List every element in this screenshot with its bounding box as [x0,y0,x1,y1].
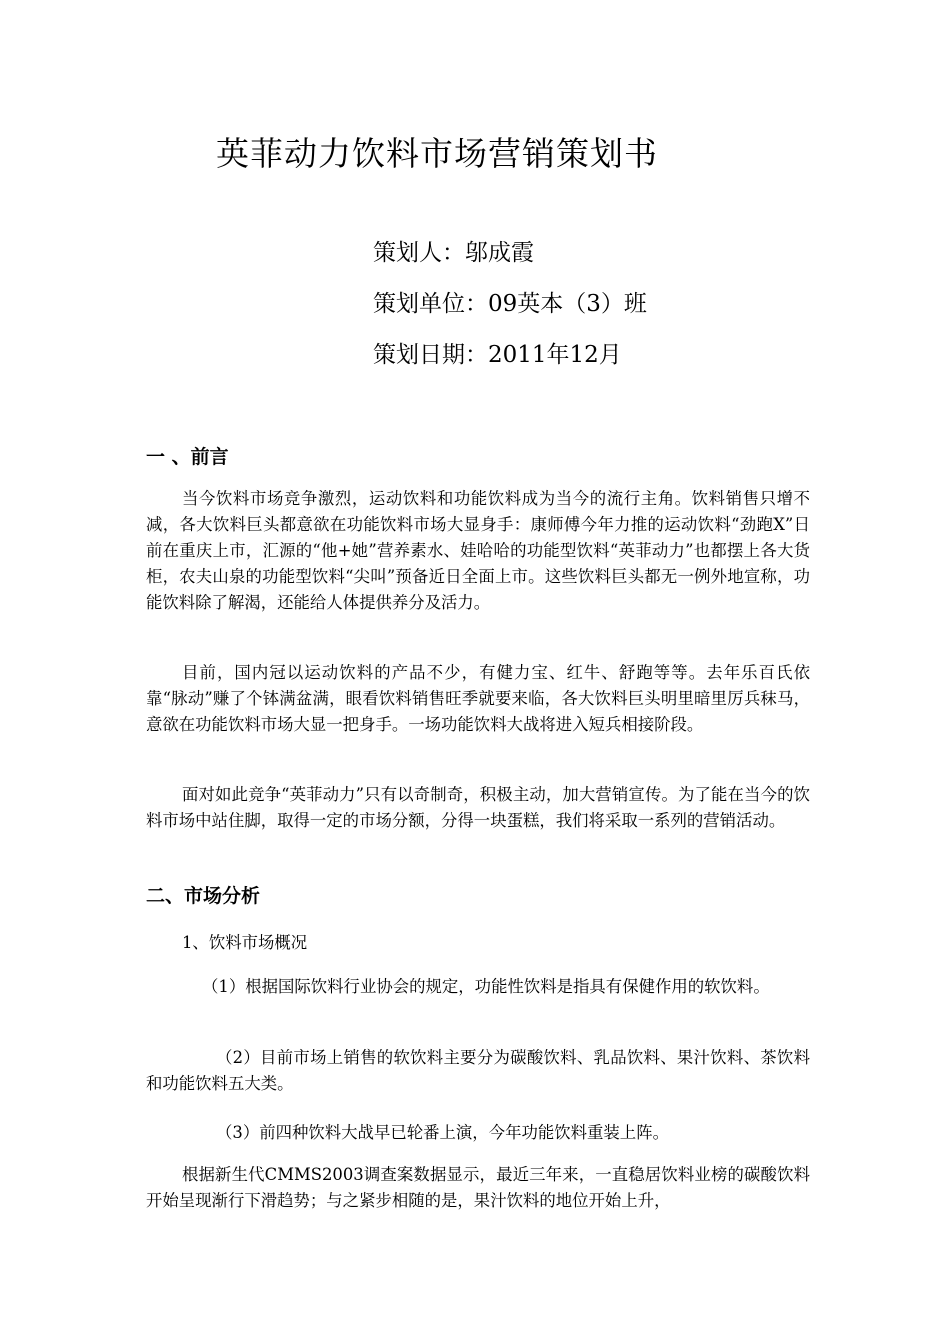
market-list-item: （3）前四种饮料大战早已轮番上演，今年功能饮料重装上阵。 [216,1123,669,1142]
market-subheading: 1、饮料市场概况 [182,933,308,952]
section-heading-intro: 一 、前言 [146,446,229,468]
intro-paragraph: 面对如此竞争“英菲动力”只有以奇制奇，积极主动，加大营销宣传。为了能在当今的饮料市场中站住脚，取得一定的市场分额，分得一块蛋糕，我们将采取一系列的营销活动。 [146,785,810,830]
market-list-item: （1）根据国际饮料行业协会的规定，功能性饮料是指具有保健作用的软饮料。 [202,977,770,996]
unit-line: 策划单位：09英本（3）班 [373,291,647,317]
intro-paragraph: 当今饮料市场竞争激烈，运动饮料和功能饮料成为当今的流行主角。饮料销售只增不减，各大饮料巨头都意欲在功能饮料市场大显身手：康师傅今年力推的运动饮料“劲跑X”日前在重庆上市，汇源的“他+她”营养素水、娃哈哈的功能型饮料“英菲动力”也都摆上各大货柜，农夫山泉的功能型饮料“尖叫”预备近日全面上市。这些饮料巨头都无一例外地宣称，功能饮料除了解渴，还能给人体提供养分及活力。 [146,489,810,612]
planner-line: 策划人：邬成霞 [373,240,534,266]
section-heading-market: 二、市场分析 [146,885,261,907]
document-title: 英菲动力饮料市场营销策划书 [216,134,658,173]
market-list-item: （2）目前市场上销售的软饮料主要分为碳酸饮料、乳品饮料、果汁饮料、茶饮料和功能饮料五大类。 [146,1048,810,1093]
market-paragraph: 根据新生代CMMS2003调查案数据显示，最近三年来，一直稳居饮料业榜的碳酸饮料开始呈现渐行下滑趋势；与之紧步相随的是，果汁饮料的地位开始上升， [146,1165,810,1210]
intro-paragraph: 目前，国内冠以运动饮料的产品不少，有健力宝、红牛、舒跑等等。去年乐百氏依靠“脉动”赚了个钵满盆满，眼看饮料销售旺季就要来临，各大饮料巨头明里暗里厉兵秣马，意欲在功能饮料市场大显一把身手。一场功能饮料大战将进入短兵相接阶段。 [146,663,810,734]
date-line: 策划日期：2011年12月 [373,342,622,368]
